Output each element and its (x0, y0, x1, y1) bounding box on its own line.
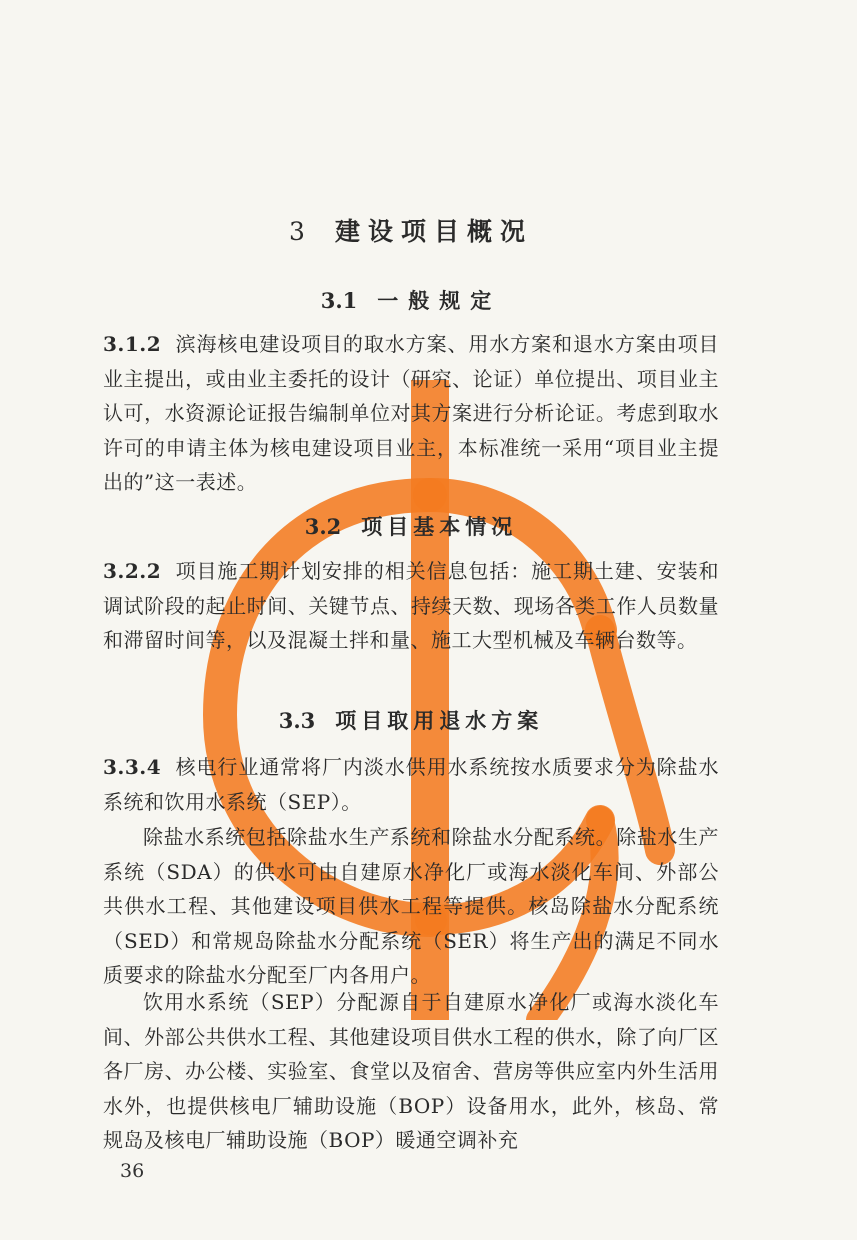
page-number: 36 (120, 1160, 145, 1182)
section-heading-3-1 (103, 285, 719, 315)
section-number: 3.3 (278, 708, 316, 733)
section-heading-3-2 (103, 511, 719, 541)
clause-text: 项目施工期计划安排的相关信息包括：施工期土建、安装和调试阶段的起止时间、关键节点、持续天数、现场各类工作人员数量和滞留时间等，以及混凝土拌和量、施工大型机械及车辆台数等。 (103, 559, 719, 652)
chapter-number: 3 (289, 217, 313, 246)
clause-3-3-4 (103, 750, 719, 819)
section-title-text: 一般规定 (377, 289, 502, 313)
chapter-title (103, 212, 719, 248)
paragraph-text: 饮用水系统（SEP）分配源自于自建原水净化厂或海水淡化车间、外部公共供水工程、其他建设项目供水工程的供水，除了向厂区各厂房、办公楼、实验室、食堂以及宿舍、营房等供应室内外生活用水外，也提供核电厂辅助设施（BOP）设备用水，此外，核岛、常规岛及核电厂辅助设施（BOP）暖通空调补充 (103, 990, 719, 1152)
section-title-text: 项目取用退水方案 (335, 709, 544, 733)
chapter-title-text: 建设项目概况 (334, 217, 533, 246)
clause-3-1-2 (103, 327, 719, 500)
section-title-text: 项目基本情况 (361, 515, 518, 539)
section-heading-3-3 (103, 705, 719, 735)
clause-text: 核电行业通常将厂内淡水供用水系统按水质要求分为除盐水系统和饮用水系统（SEP）。 (103, 755, 719, 814)
clause-number: 3.3.4 (103, 755, 162, 779)
paragraph-text: 除盐水系统包括除盐水生产系统和除盐水分配系统。除盐水生产系统（SDA）的供水可由自建原水净化厂或海水淡化车间、外部公共供水工程、其他建设项目供水工程等提供。核岛除盐水分配系统（SED）和常规岛除盐水分配系统（SER）将生产出的满足不同水质要求的除盐水分配至厂内各用户。 (103, 825, 719, 987)
section-number: 3.1 (320, 288, 358, 313)
paragraph-potable-water (103, 985, 719, 1158)
clause-text: 滨海核电建设项目的取水方案、用水方案和退水方案由项目业主提出，或由业主委托的设计（研究、论证）单位提出、项目业主认可，水资源论证报告编制单位对其方案进行分析论证。考虑到取水许可的申请主体为核电建设项目业主，本标准统一采用“项目业主提出的”这一表述。 (103, 332, 719, 494)
section-number: 3.2 (304, 514, 342, 539)
clause-number: 3.1.2 (103, 332, 162, 356)
clause-number: 3.2.2 (103, 559, 162, 583)
clause-3-2-2 (103, 554, 719, 658)
paragraph-desalinated-water (103, 820, 719, 993)
